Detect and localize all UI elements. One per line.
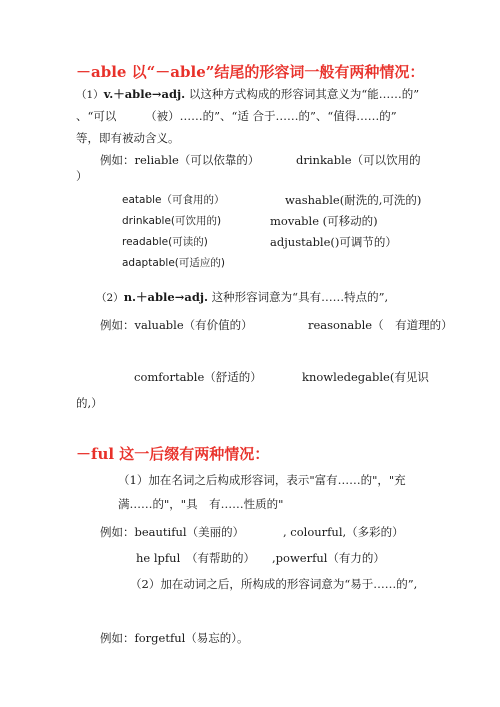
item-number: （1） [76, 89, 104, 101]
example-row [100, 317, 253, 333]
example-word: knowledegable(有见识 [302, 370, 429, 384]
example-row [100, 152, 259, 168]
examples-label: 例如： [100, 631, 135, 645]
section-heading-able: －able 以“－able”结尾的形容词一般有两种情况： [76, 63, 425, 81]
ful-item1-line1: （1）加在名词之后构成形容词，表示"富有……的"，"充 [118, 473, 406, 487]
example-word: comfortable（舒适的） [134, 370, 262, 384]
example-word: , colourful,（多彩的） [283, 525, 404, 539]
examples-label: 例如： [100, 153, 135, 167]
wrap-paren: ） [76, 169, 88, 183]
formula: v.＋able→adj. [103, 87, 186, 101]
examples-label: 例如： [100, 318, 135, 332]
example-word: washable(耐洗的,可洗的) [285, 193, 422, 207]
example-word: forgetful（易忘的）。 [134, 631, 249, 645]
item1-line2: 、“可以 （被）……的”、“适 合于……的”、“值得……的” [76, 109, 397, 123]
example-word: beautiful（美丽的） [134, 525, 245, 539]
example-row [100, 524, 244, 540]
example-word: adjustable()可调节的） [270, 235, 397, 249]
example-word: valuable（有价值的） [134, 318, 253, 332]
example-word: ,powerful（有力的） [272, 551, 385, 565]
examples-label: 例如： [100, 525, 135, 539]
example-row [100, 630, 249, 646]
example-word: eatable（可食用的） [122, 194, 225, 206]
ful-item1-line2: 满……的"，"具 有……性质的" [118, 497, 284, 511]
example-word: readable(可读的) [122, 236, 208, 248]
item1-line3: 等，即有被动含义。 [76, 131, 180, 145]
example-word: reasonable（ 有道理的） [308, 318, 453, 332]
item2-line1 [96, 289, 388, 306]
example-word: movable (可移动的) [270, 214, 378, 228]
item-description: 以这种方式构成的形容词其意义为“能……的” [188, 87, 420, 101]
section-heading-ful: －ful 这一后缀有两种情况： [76, 445, 270, 463]
example-word: adaptable(可适应的) [122, 257, 225, 269]
ful-item2-line1: （2）加在动词之后，所构成的形容词意为“易于……的”, [130, 577, 418, 591]
example-word: drinkable（可以饮用的 [296, 153, 421, 167]
item-number: （2） [96, 292, 124, 304]
wrap-text: 的,） [76, 396, 103, 410]
formula: n.＋able→adj. [123, 290, 209, 304]
example-word: he lpful （有帮助的） [136, 551, 255, 565]
item-description: 这种形容词意为“具有……特点的”, [211, 290, 389, 304]
example-word: drinkable(可饮用的) [122, 215, 222, 227]
item1-line1 [76, 86, 419, 103]
example-word: reliable（可以依靠的） [134, 153, 260, 167]
